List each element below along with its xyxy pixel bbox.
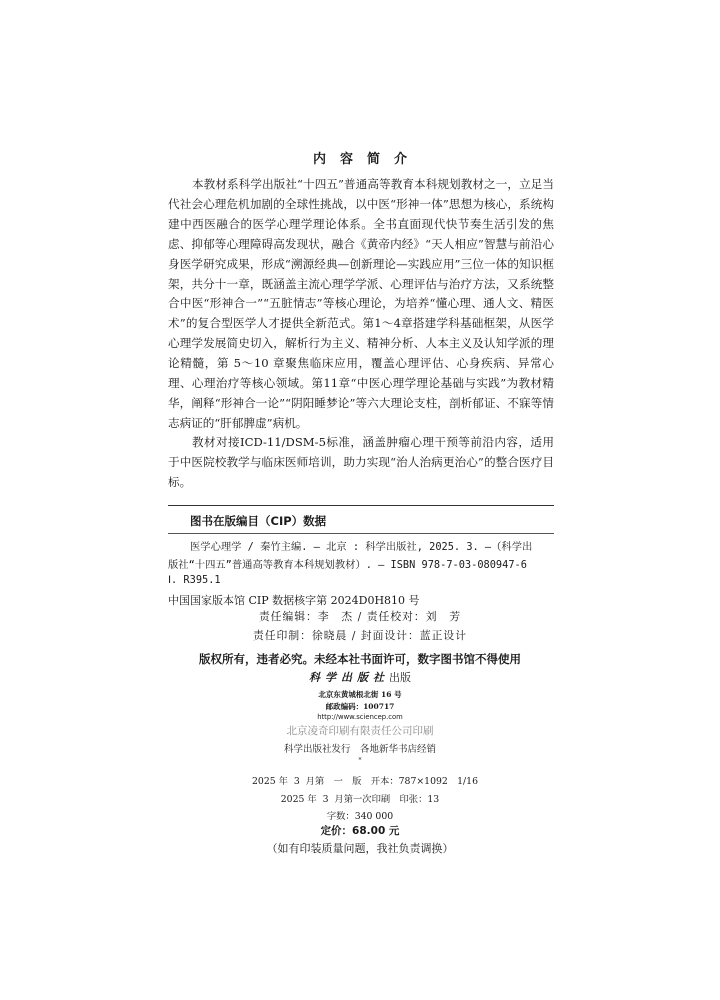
cip-line: 中国国家版本馆 CIP 数据核字第 2024D0H810 号: [168, 594, 420, 607]
cip-line: Ⅰ. R395.1: [168, 574, 221, 586]
publisher-url: http://www.sciencep.com: [317, 713, 403, 721]
price: 定价：68.00 元: [320, 825, 400, 837]
credits-line: 责任印制：徐晓晨 / 封面设计：蓝正设计: [252, 629, 468, 642]
divider: [168, 505, 554, 506]
divider: [168, 533, 554, 534]
impression-line: 2025 年 3 月第一次印刷 印张：13: [280, 794, 440, 805]
printer-line: 北京凌奇印刷有限责任公司印刷: [286, 725, 434, 737]
credits-line: 责任编辑：李 杰 / 责任校对：刘 芳: [258, 610, 462, 623]
summary-paragraph: 教材对接ICD-11/DSM-5标准，涵盖肿瘤心理干预等前沿内容，适用于中医院校教学与临床医师培训，助力实现“治人治病更治心”的整合医疗目标。: [168, 435, 554, 489]
cip-line: 医学心理学 / 秦竹主编. — 北京 : 科学出版社, 2025. 3. —（科学出: [190, 541, 533, 553]
summary-paragraph: 本教材系科学出版社“十四五”普通高等教育本科规划教材之一，立足当代社会心理危机加剧的全球性挑战，以中医“形神一体”思想为核心，系统构建中西医融合的医学心理学理论体系。全书直面现代快节奏生活引发的焦虑、抑郁等心理障碍高发现状，融合《黄帝内经》“天人相应”智慧与前沿心身医学研究成果，形成“溯源经典—创新理论—实践应用”三位一体的知识框架，共分十一章，既涵盖主流心理学学派、心理评估与治疗方法，又系统整合中医“形神合一”“五脏情志”等核心理论，为培养“懂心理、通人文、精医术”的复合型医学人才提供全新范式。第1～4章搭建学科基础框架，从医学心理学发展简史切入，解析行为主义、精神分析、人本主义及认知学派的理论精髓，第 5～10 章聚焦临床应用，覆盖心理评估、心身疾病、异常心理、心理治疗等核心领域。第11章“中医心理学理论基础与实践”为教材精华，阐释“形神合一论”“阴阳睡梦论”等六大理论支柱，剖析郁证、不寐等情志病证的“肝郁脾虚”病机。: [168, 177, 554, 430]
copyright-notice: 版权所有，违者必究。未经本社书面许可，数字图书馆不得使用: [199, 652, 521, 666]
separator-star: *: [358, 757, 362, 764]
edition-line: 2025 年 3 月第 一 版 开本：787×1092 1/16: [252, 776, 478, 787]
publisher-line: [0, 669, 720, 685]
cip-line: 版社“十四五”普通高等教育本科规划教材）. — ISBN 978-7-03-080947-6: [168, 559, 527, 571]
page-title: 内容简介: [312, 152, 421, 167]
word-count: 字数：340 000: [326, 811, 394, 822]
quality-notice: （如有印装质量问题，我社负责调换）: [266, 842, 454, 855]
publisher-address: 北京东黄城根北街 16 号: [318, 690, 402, 699]
publisher-postcode: 邮政编码：100717: [325, 702, 395, 711]
publisher-suffix: 出版: [389, 671, 411, 684]
cip-heading: 图书在版编目（CIP）数据: [190, 514, 327, 528]
publisher-logo: 科学出版社: [309, 671, 389, 684]
distribution-line: 科学出版社发行 各地新华书店经销: [283, 744, 436, 755]
